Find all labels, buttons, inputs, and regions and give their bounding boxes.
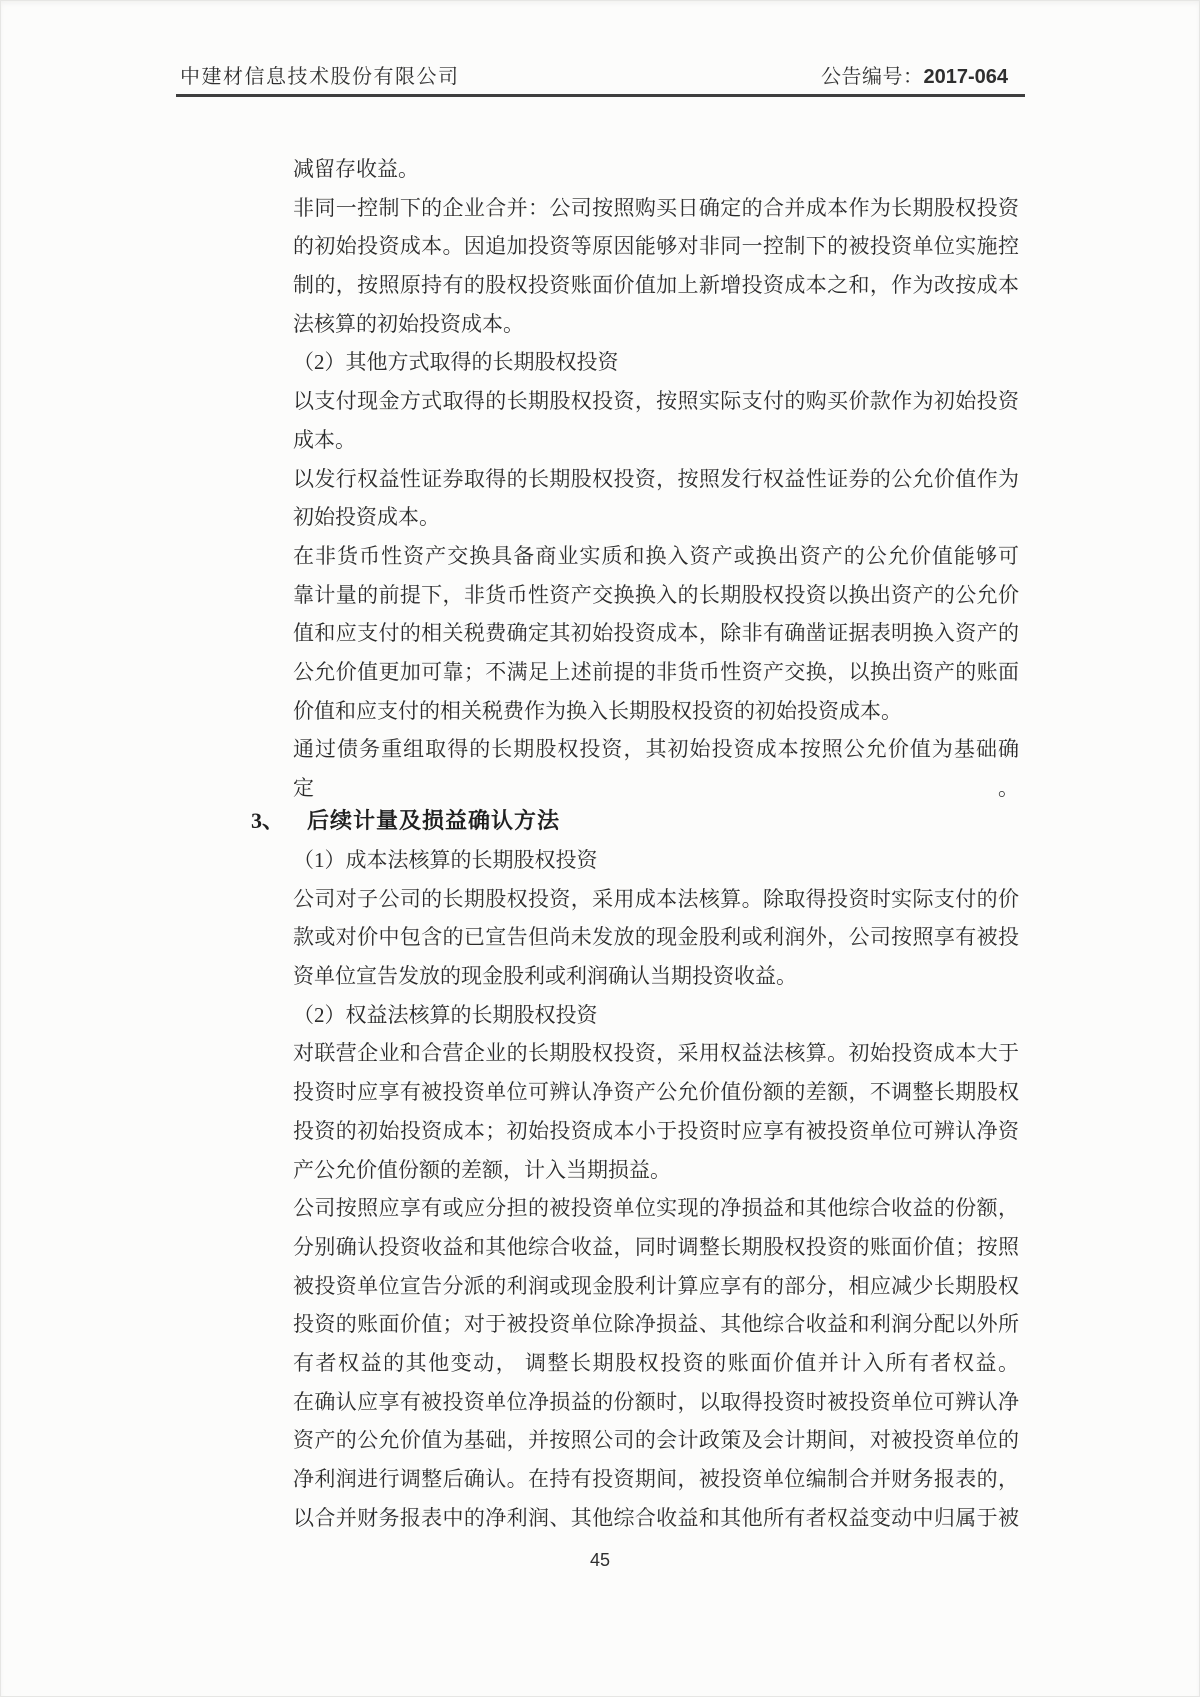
announcement-label: 公告编号：	[820, 66, 924, 88]
document-body	[251, 150, 1019, 1537]
text-line: 有者权益的其他变动， 调整长期股权投资的账面价值并计入所有者权益。	[293, 1350, 1019, 1375]
section-title: 后续计量及损益确认方法	[307, 808, 561, 833]
section-number: 3、	[251, 808, 285, 833]
text-line: 投资的初始投资成本；初始投资成本小于投资时应享有被投资单位可辨认净资	[293, 1118, 1019, 1143]
text-line: 通过债务重组取得的长期股权投资，其初始投资成本按照公允价值为基础确定。	[293, 737, 1019, 801]
page-number: 45	[589, 1550, 611, 1570]
text-line: 分别确认投资收益和其他综合收益，同时调整长期股权投资的账面价值；按照	[293, 1234, 1019, 1259]
text-line: 初始投资成本。	[293, 505, 440, 530]
header-divider	[176, 94, 1025, 97]
text-line: 公司对子公司的长期股权投资，采用成本法核算。除取得投资时实际支付的价	[293, 886, 1019, 911]
text-line: 款或对价中包含的已宣告但尚未发放的现金股利或利润外，公司按照享有被投	[293, 925, 1019, 950]
list-item-label: （1）成本法核算的长期股权投资	[293, 848, 598, 872]
text-line: 以支付现金方式取得的长期股权投资，按照实际支付的购买价款作为初始投资	[293, 389, 1019, 414]
text-line: 制的，按照原持有的股权投资账面价值加上新增投资成本之和，作为改按成本	[293, 273, 1019, 298]
text-line: 价值和应支付的相关税费作为换入长期股权投资的初始投资成本。	[293, 698, 902, 723]
text-line: 法核算的初始投资成本。	[293, 311, 524, 336]
text-line: 以发行权益性证券取得的长期股权投资，按照发行权益性证券的公允价值作为	[293, 466, 1019, 491]
text-line: 以合并财务报表中的净利润、其他综合收益和其他所有者权益变动中归属于被	[293, 1505, 1019, 1530]
text-line: 资产的公允价值为基础，并按照公司的会计政策及会计期间，对被投资单位的	[293, 1428, 1019, 1453]
text-line: 减留存收益。	[293, 157, 419, 181]
text-line: 投资时应享有被投资单位可辨认净资产公允价值份额的差额，不调整长期股权	[293, 1080, 1019, 1105]
list-item-label: （2）其他方式取得的长期股权投资	[293, 350, 619, 375]
text-line: 公允价值更加可靠；不满足上述前提的非货币性资产交换，以换出资产的账面	[293, 659, 1019, 684]
text-line: 靠计量的前提下，非货币性资产交换换入的长期股权投资以换出资产的公允价	[293, 582, 1019, 607]
company-name: 中建材信息技术股份有限公司	[180, 66, 460, 88]
list-item-label: （2）权益法核算的长期股权投资	[293, 1002, 598, 1027]
text-line: 的初始投资成本。因追加投资等原因能够对非同一控制下的被投资单位实施控	[293, 234, 1019, 259]
text-line: 资单位宣告发放的现金股利或利润确认当期投资收益。	[293, 964, 797, 989]
text-line: 净利润进行调整后确认。在持有投资期间，被投资单位编制合并财务报表的，	[293, 1467, 1019, 1491]
text-line: 在非货币性资产交换具备商业实质和换入资产或换出资产的公允价值能够可	[293, 543, 1019, 568]
text-line: 投资的账面价值；对于被投资单位除净损益、其他综合收益和利润分配以外所	[293, 1312, 1019, 1337]
text-line: 对联营企业和合营企业的长期股权投资，采用权益法核算。初始投资成本大于	[293, 1041, 1019, 1066]
announcement-number	[821, 60, 1008, 89]
text-line: 公司按照应享有或应分担的被投资单位实现的净损益和其他综合收益的份额，	[293, 1196, 1019, 1221]
text-line: 被投资单位宣告分派的利润或现金股利计算应享有的部分，相应减少长期股权	[293, 1273, 1019, 1298]
text-line: 值和应支付的相关税费确定其初始投资成本，除非有确凿证据表明换入资产的	[293, 621, 1019, 646]
text-line: 非同一控制下的企业合并：公司按照购买日确定的合并成本作为长期股权投资	[293, 195, 1019, 220]
text-line: 成本。	[293, 427, 356, 452]
text-line: 在确认应享有被投资单位净损益的份额时，以取得投资时被投资单位可辨认净	[293, 1389, 1019, 1414]
text-line: 产公允价值份额的差额，计入当期损益。	[293, 1157, 671, 1182]
section-heading	[251, 801, 1019, 841]
announcement-value: 2017-064	[923, 66, 1008, 88]
